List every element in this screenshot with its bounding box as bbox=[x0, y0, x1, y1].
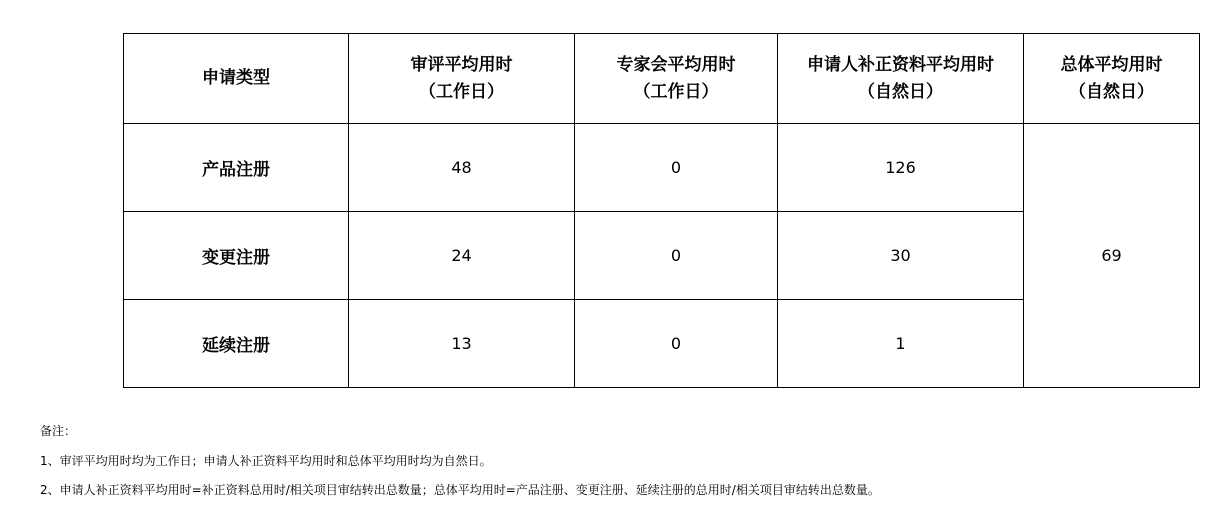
cell-expert-meeting-time: 0 bbox=[575, 212, 778, 300]
header-overall-time-label: 总体平均用时 bbox=[1060, 54, 1163, 75]
header-review-time bbox=[349, 34, 575, 124]
header-supplement-time-unit: （自然日） bbox=[858, 81, 943, 102]
cell-supplement-time: 30 bbox=[778, 212, 1024, 300]
average-time-table bbox=[123, 33, 1200, 388]
cell-supplement-time: 126 bbox=[778, 124, 1024, 212]
header-expert-meeting-time bbox=[575, 34, 778, 124]
row-application-type: 产品注册 bbox=[124, 124, 349, 212]
header-expert-meeting-time-label: 专家会平均用时 bbox=[616, 54, 736, 75]
note-item-2: 2、申请人补正资料平均用时=补正资料总用时/相关项目审结转出总数量；总体平均用时=产品注册、变更注册、延续注册的总用时/相关项目审结转出总数量。 bbox=[40, 483, 880, 497]
row-application-type: 延续注册 bbox=[124, 300, 349, 388]
header-review-time-label: 审评平均用时 bbox=[410, 54, 513, 75]
note-item-1: 1、审评平均用时均为工作日；申请人补正资料平均用时和总体平均用时均为自然日。 bbox=[40, 454, 492, 468]
cell-expert-meeting-time: 0 bbox=[575, 124, 778, 212]
notes-section bbox=[40, 424, 880, 512]
notes-title: 备注： bbox=[40, 424, 77, 438]
table-header-row bbox=[124, 34, 1200, 124]
header-review-time-unit: （工作日） bbox=[419, 81, 504, 102]
cell-supplement-time: 1 bbox=[778, 300, 1024, 388]
table-row bbox=[124, 124, 1200, 212]
header-supplement-time bbox=[778, 34, 1024, 124]
row-application-type: 变更注册 bbox=[124, 212, 349, 300]
cell-overall-time: 69 bbox=[1024, 124, 1200, 388]
header-overall-time-unit: （自然日） bbox=[1069, 81, 1154, 102]
cell-review-time: 13 bbox=[349, 300, 575, 388]
cell-expert-meeting-time: 0 bbox=[575, 300, 778, 388]
header-overall-time bbox=[1024, 34, 1200, 124]
cell-review-time: 48 bbox=[349, 124, 575, 212]
header-expert-meeting-time-unit: （工作日） bbox=[633, 81, 719, 102]
cell-review-time: 24 bbox=[349, 212, 575, 300]
statistics-table-container bbox=[123, 33, 1200, 388]
header-application-type-label: 申请类型 bbox=[202, 68, 270, 88]
header-supplement-time-label: 申请人补正资料平均用时 bbox=[807, 54, 994, 75]
header-application-type bbox=[124, 34, 349, 124]
